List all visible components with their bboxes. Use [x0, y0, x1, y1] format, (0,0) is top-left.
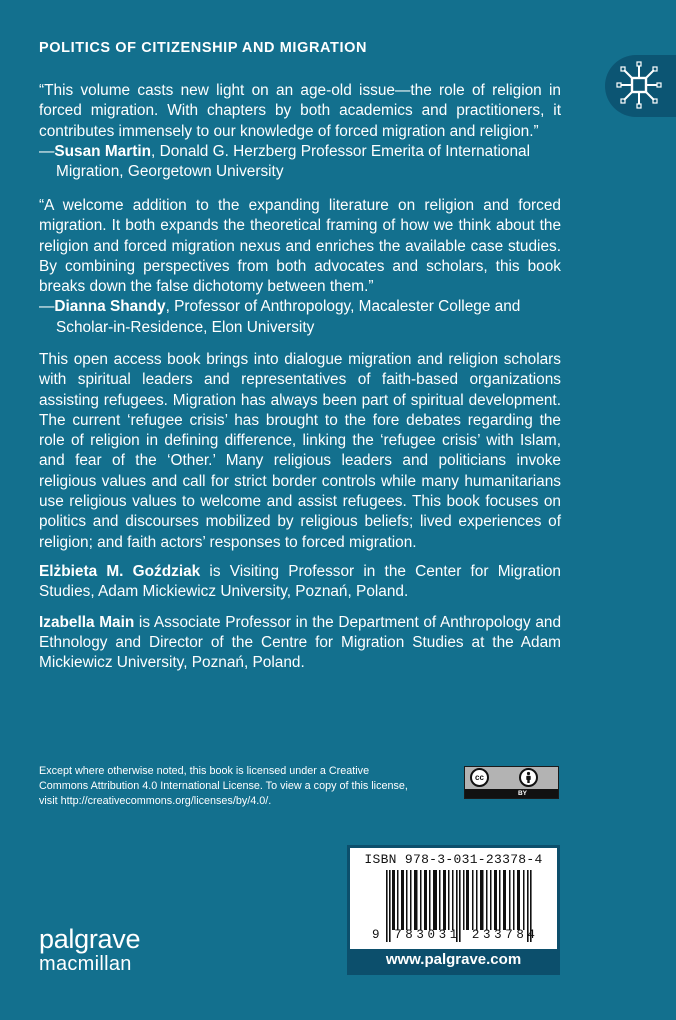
- author-bio-text: is Visiting Professor in the Center for Migration Studies, Adam Mickiewicz University, Poznań, Poland.: [39, 563, 561, 601]
- isbn-barcode-panel: [347, 845, 560, 975]
- em-dash: —: [39, 142, 55, 160]
- author-bios: [39, 562, 561, 683]
- network-chip-icon: [613, 58, 667, 114]
- barcode-area: [350, 848, 557, 949]
- em-dash: —: [39, 298, 55, 316]
- series-logo: [605, 55, 676, 117]
- series-title: POLITICS OF CITIZENSHIP AND MIGRATION: [39, 40, 368, 56]
- quote-author: Susan Martin: [54, 142, 152, 160]
- quote-author: Dianna Shandy: [54, 298, 166, 316]
- endorsement-quote-2: [39, 196, 561, 338]
- quote-text: “A welcome addition to the expanding literature on religion and forced migration. It both expands the theoretical framing of how we think about the religion and forced migration nexus and enriches the available case studies. By combining perspectives from both advocates and scholars, this book breaks down the false dichotomy between them.”: [39, 197, 561, 296]
- publisher-logo: [39, 926, 140, 975]
- author-name: Izabella Main: [39, 613, 135, 631]
- barcode-digits: 9 783031 233784: [372, 928, 539, 942]
- quote-affiliation: , Professor of Anthropology, Macalester College and Scholar-in-Residence, Elon University: [56, 298, 521, 336]
- isbn-label: ISBN 978-3-031-23378-4: [364, 852, 543, 867]
- by-label: BY: [465, 789, 558, 798]
- book-description: This open access book brings into dialogue migration and religion scholars with spiritual leaders and representatives of faith-based organizations assisting refugees. Migration has always been part of spiritual development. The current ‘refugee crisis’ has brought to the fore debates regarding the role of religion in defining difference, linking the ‘refugee crisis’ with Islam, and fear of the ‘Other.’ Many religious leaders and politicians invoke religious values and call for strict border controls while many humanitarians use religious values to welcome and assist refugees. This book focuses on politics and discourses mobilized by religious beliefs; lived experiences of religion; and faith actors’ responses to forced migration.: [39, 351, 561, 551]
- endorsement-quote-1: [39, 81, 561, 182]
- quote-attribution: [39, 297, 561, 338]
- publisher-name-line1: palgrave: [39, 924, 141, 954]
- publisher-name-line2: macmillan: [39, 953, 132, 975]
- publisher-website-link[interactable]: www.palgrave.com: [385, 951, 522, 968]
- author-bio-1: [39, 562, 561, 603]
- quote-text: “This volume casts new light on an age-old issue—the role of religion in forced migration. With chapters by both academics and practitioners, it contributes immensely to our knowledge of forced migration and religion.”: [39, 82, 561, 140]
- attribution-person-icon: [519, 768, 538, 787]
- author-bio-text: is Associate Professor in the Department of Anthropology and Ethnology and Director of the Centre for Migration Studies at the Adam Mickiewicz University, Poznań, Poland.: [39, 613, 561, 672]
- author-bio-2: [39, 613, 561, 674]
- author-name: Elżbieta M. Goździak: [39, 563, 201, 580]
- quote-affiliation: , Donald G. Herzberg Professor Emerita of International Migration, Georgetown University: [56, 142, 530, 181]
- cc-by-license-badge[interactable]: [464, 766, 559, 799]
- cc-icon: cc: [470, 768, 489, 787]
- license-notice: Except where otherwise noted, this book is licensed under a Creative Commons Attribution 4.0 International License. To view a copy of this license, visit http://creativecommons.org/licenses/by/4.0/.: [39, 765, 408, 807]
- quote-attribution: [39, 142, 561, 183]
